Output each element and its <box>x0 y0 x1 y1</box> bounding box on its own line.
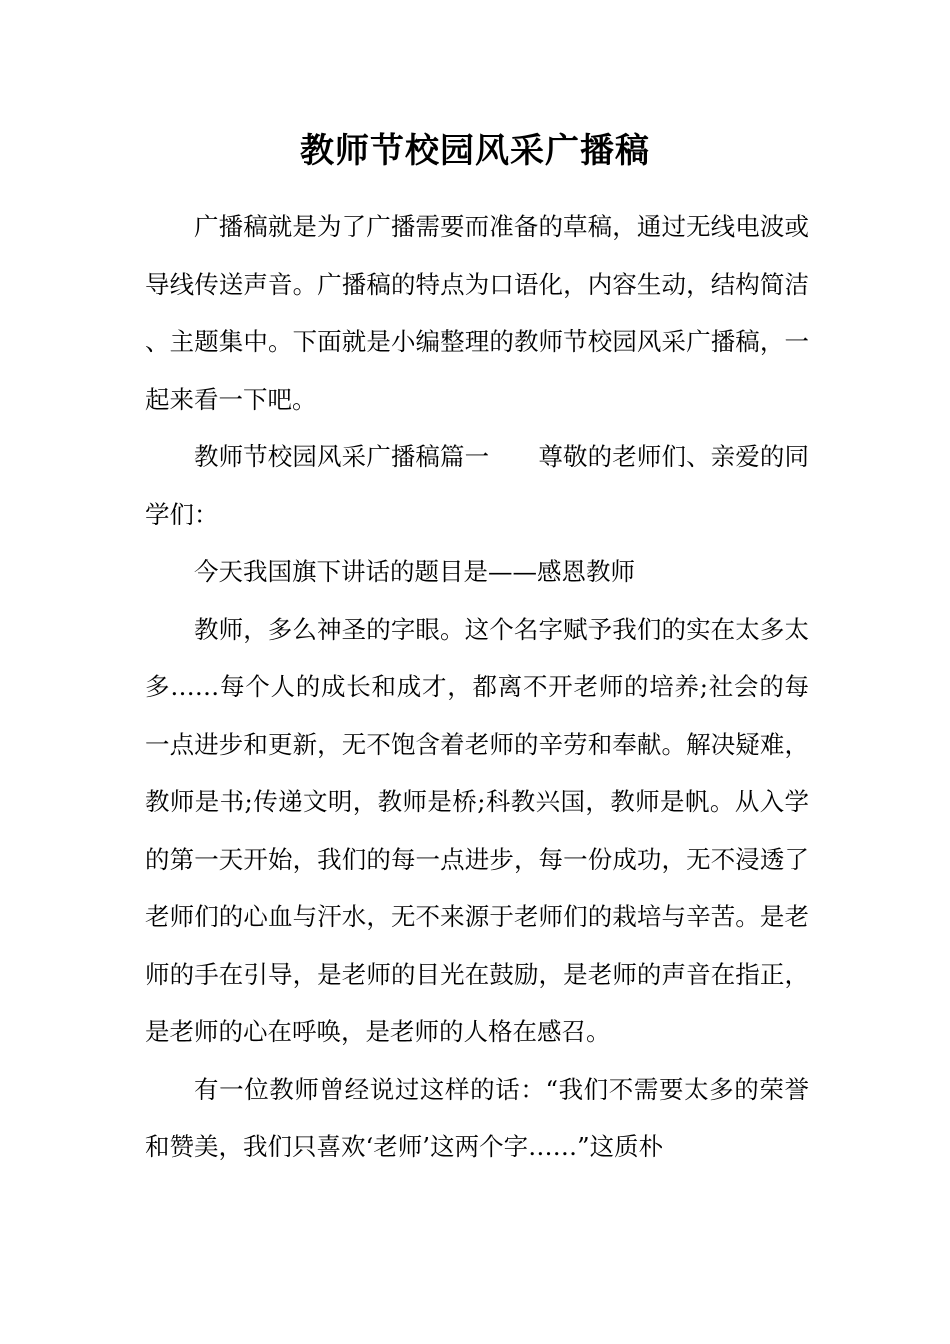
paragraph-topic: 今天我国旗下讲话的题目是——感恩教师 <box>194 557 635 586</box>
document-title: 教师节校园风采广播稿 <box>300 131 650 171</box>
paragraph-quote: 有一位教师曾经说过这样的话：“我们不需要太多的荣誉和赞美，我们只喜欢‘老师’这两个字……”这质朴 <box>145 1074 809 1161</box>
paragraph-intro: 广播稿就是为了广播需要而准备的草稿，通过无线电波或导线传送声音。广播稿的特点为口语化，内容生动，结构简洁、主题集中。下面就是小编整理的教师节校园风采广播稿，一起来看一下吧。 <box>145 212 809 414</box>
document-body <box>145 198 809 1176</box>
paragraph-teacher-praise: 教师，多么神圣的字眼。这个名字赋予我们的实在太多太多……每个人的成长和成才，都离不开老师的培养;社会的每一点进步和更新，无不饱含着老师的辛劳和奉献。解决疑难，教师是书;传递文明，教师是桥;科教兴国，教师是帆。从入学的第一天开始，我们的每一点进步，每一份成功，无不浸透了老师们的心血与汗水，无不来源于老师们的栽培与辛苦。是老师的手在引导，是老师的目光在鼓励，是老师的声音在指正，是老师的心在呼唤，是老师的人格在感召。 <box>145 614 809 1046</box>
paragraph-greeting: 教师节校园风采广播稿篇一 尊敬的老师们、亲爱的同学们： <box>145 442 809 529</box>
